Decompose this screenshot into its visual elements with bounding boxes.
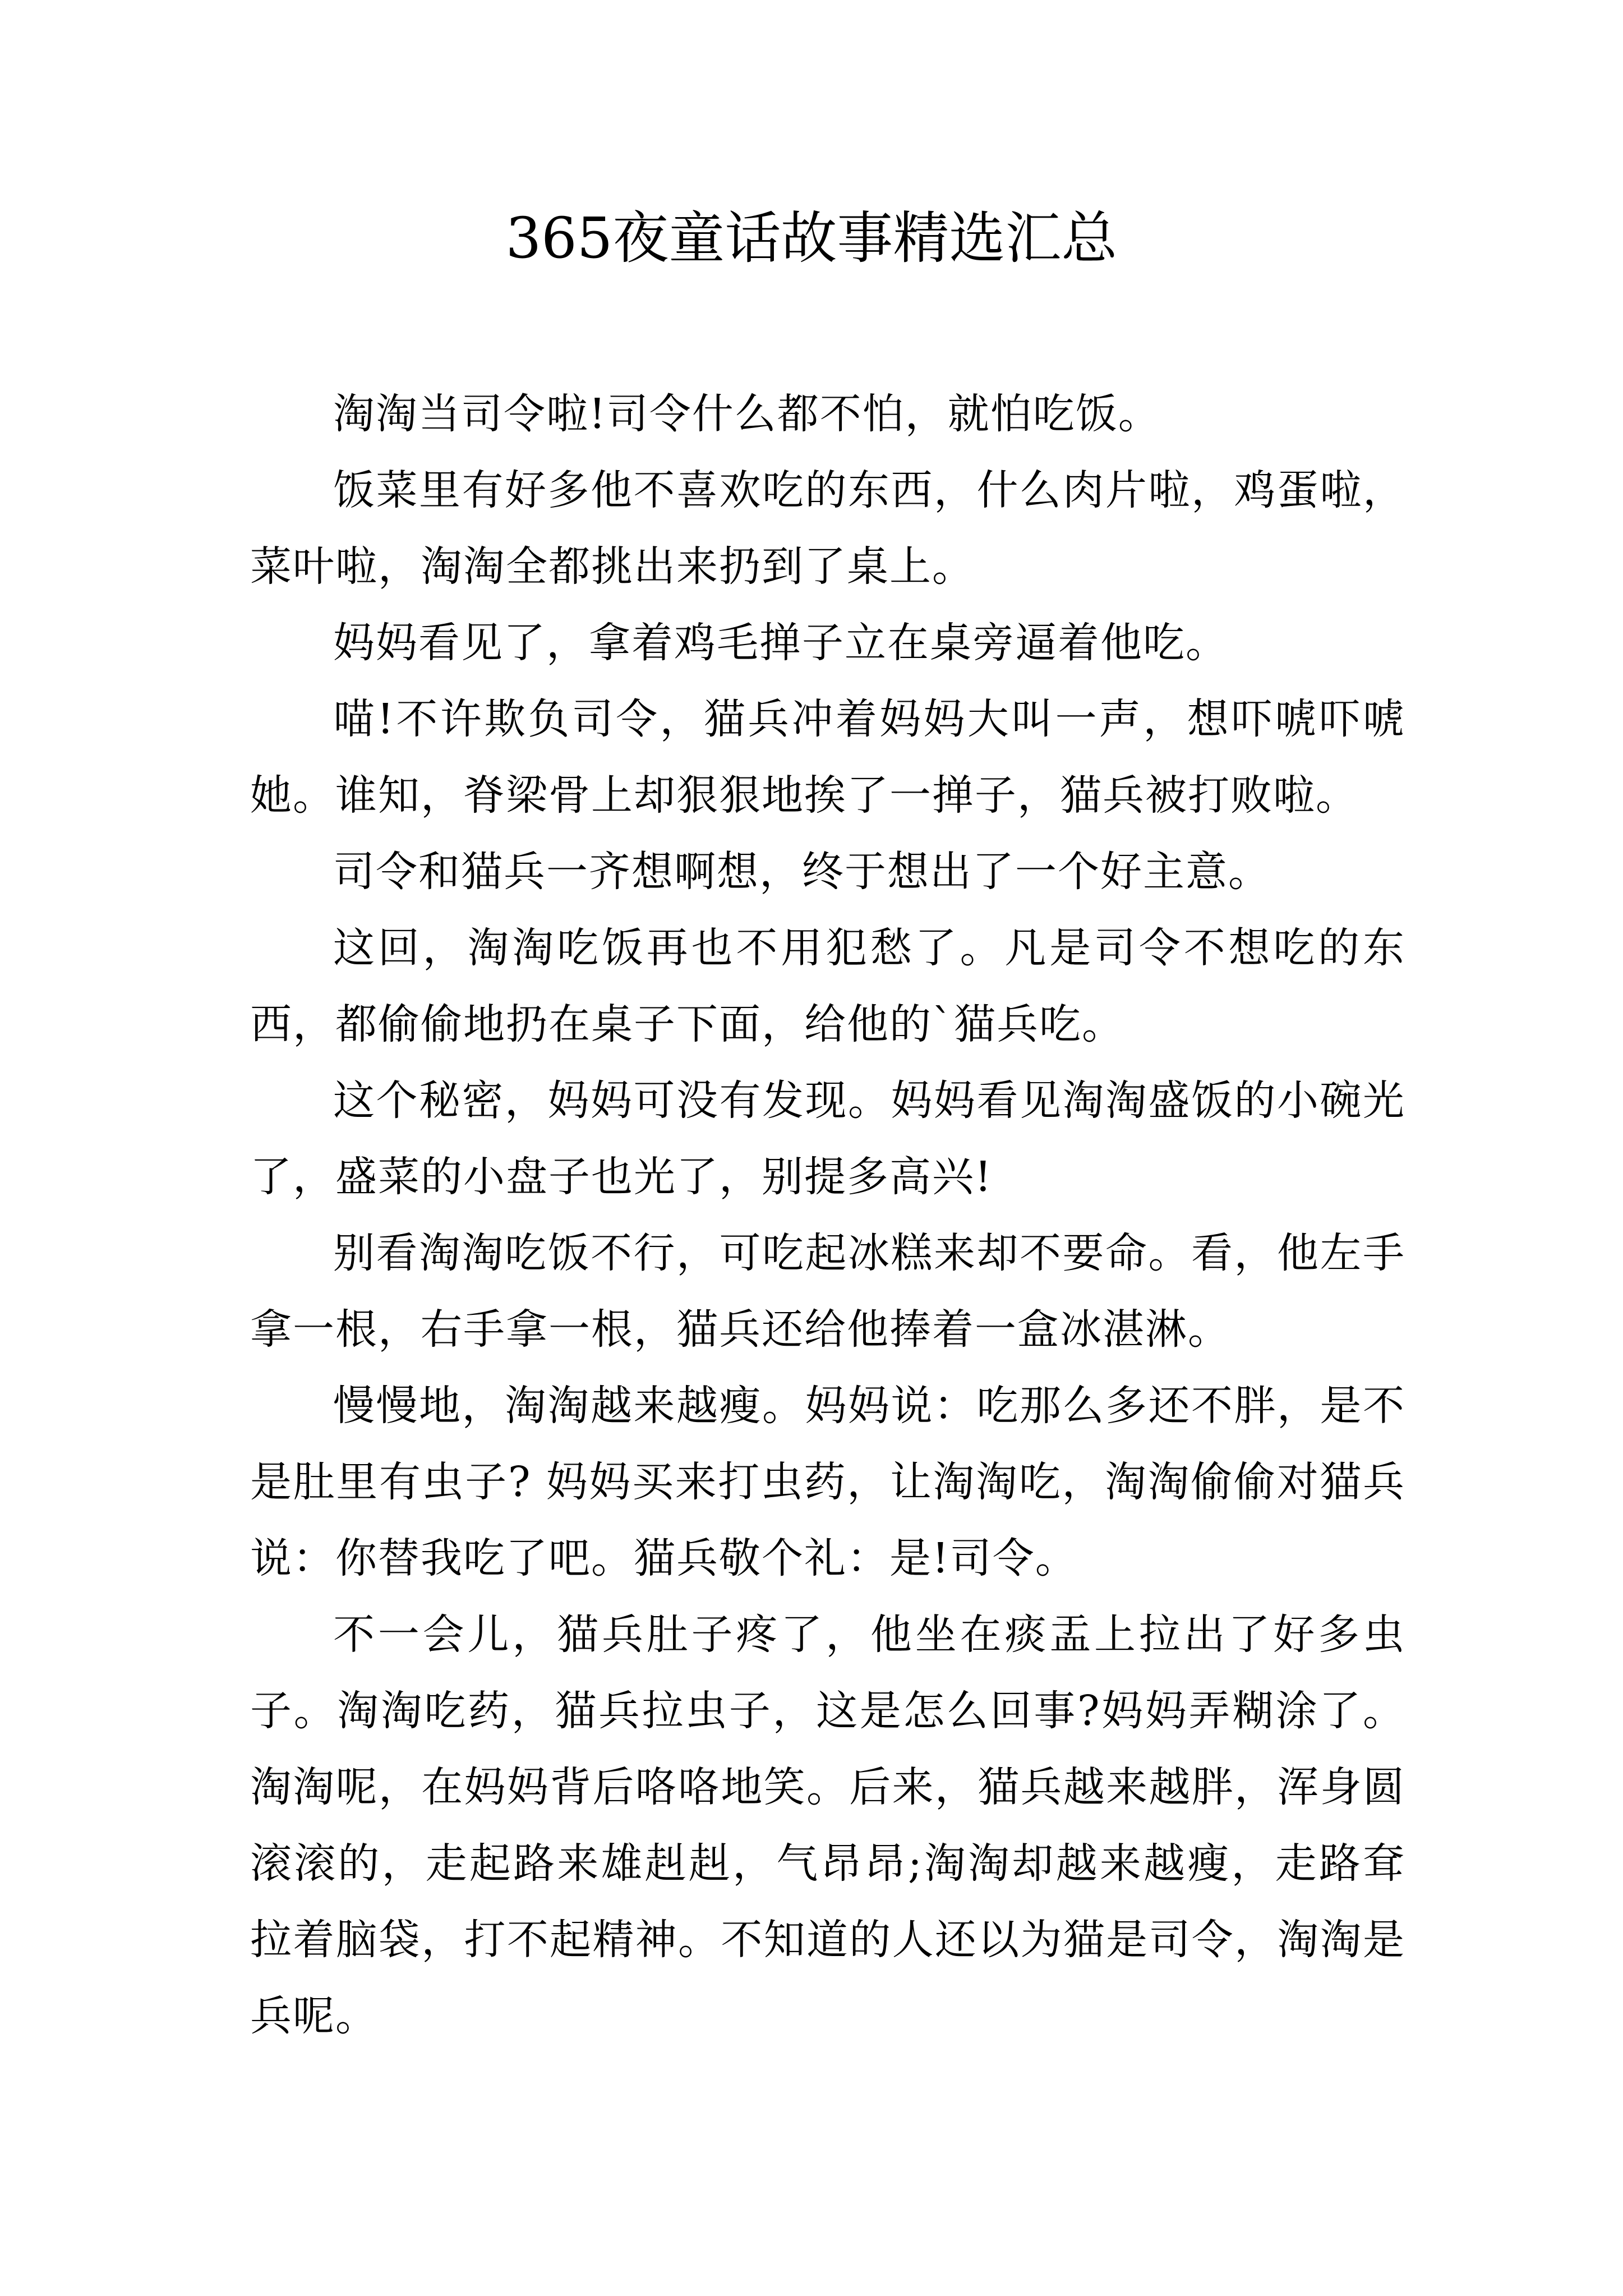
paragraph: 淘淘当司令啦!司令什么都不怕，就怕吃饭。	[333, 390, 1161, 438]
paragraph: 司令和猫兵一齐想啊想，终于想出了一个好主意。	[333, 848, 1271, 896]
document-title: 365夜童话故事精选汇总	[505, 205, 1118, 271]
paragraph: 这回，淘淘吃饭再也不用犯愁了。凡是司令不想吃的东西，都偷偷地扔在桌子下面，给他的`猫兵吃。	[250, 924, 1405, 1048]
paragraph: 妈妈看见了，拿着鸡毛掸子立在桌旁逼着他吃。	[333, 619, 1228, 667]
paragraph: 喵!不许欺负司令，猫兵冲着妈妈大叫一声，想吓唬吓唬她。谁知，脊梁骨上却狠狠地挨了一掸子，猫兵被打败啦。	[250, 695, 1405, 820]
paragraph: 这个秘密，妈妈可没有发现。妈妈看见淘淘盛饭的小碗光了，盛菜的小盘子也光了，别提多高兴!	[250, 1076, 1405, 1201]
paragraph: 不一会儿，猫兵肚子疼了，他坐在痰盂上拉出了好多虫子。淘淘吃药，猫兵拉虫子，这是怎么回事?妈妈弄糊涂了。淘淘呢，在妈妈背后咯咯地笑。后来，猫兵越来越胖，浑身圆滚滚的，走起路来雄赳赳，气昂昂;淘淘却越来越瘦，走路耷拉着脑袋，打不起精神。不知道的人还以为猫是司令，淘淘是兵呢。	[250, 1611, 1405, 2040]
paragraph: 别看淘淘吃饭不行，可吃起冰糕来却不要命。看，他左手拿一根，右手拿一根，猫兵还给他捧着一盒冰湛淋。	[250, 1229, 1405, 1354]
paragraph: 慢慢地，淘淘越来越瘦。妈妈说：吃那么多还不胖，是不是肚里有虫子? 妈妈买来打虫药，让淘淘吃，淘淘偷偷对猫兵说：你替我吃了吧。猫兵敬个礼：是!司令。	[250, 1382, 1405, 1582]
document-body	[250, 376, 1405, 2054]
paragraph: 饭菜里有好多他不喜欢吃的东西，什么肉片啦，鸡蛋啦，菜叶啦，淘淘全都挑出来扔到了桌上。	[250, 466, 1405, 591]
